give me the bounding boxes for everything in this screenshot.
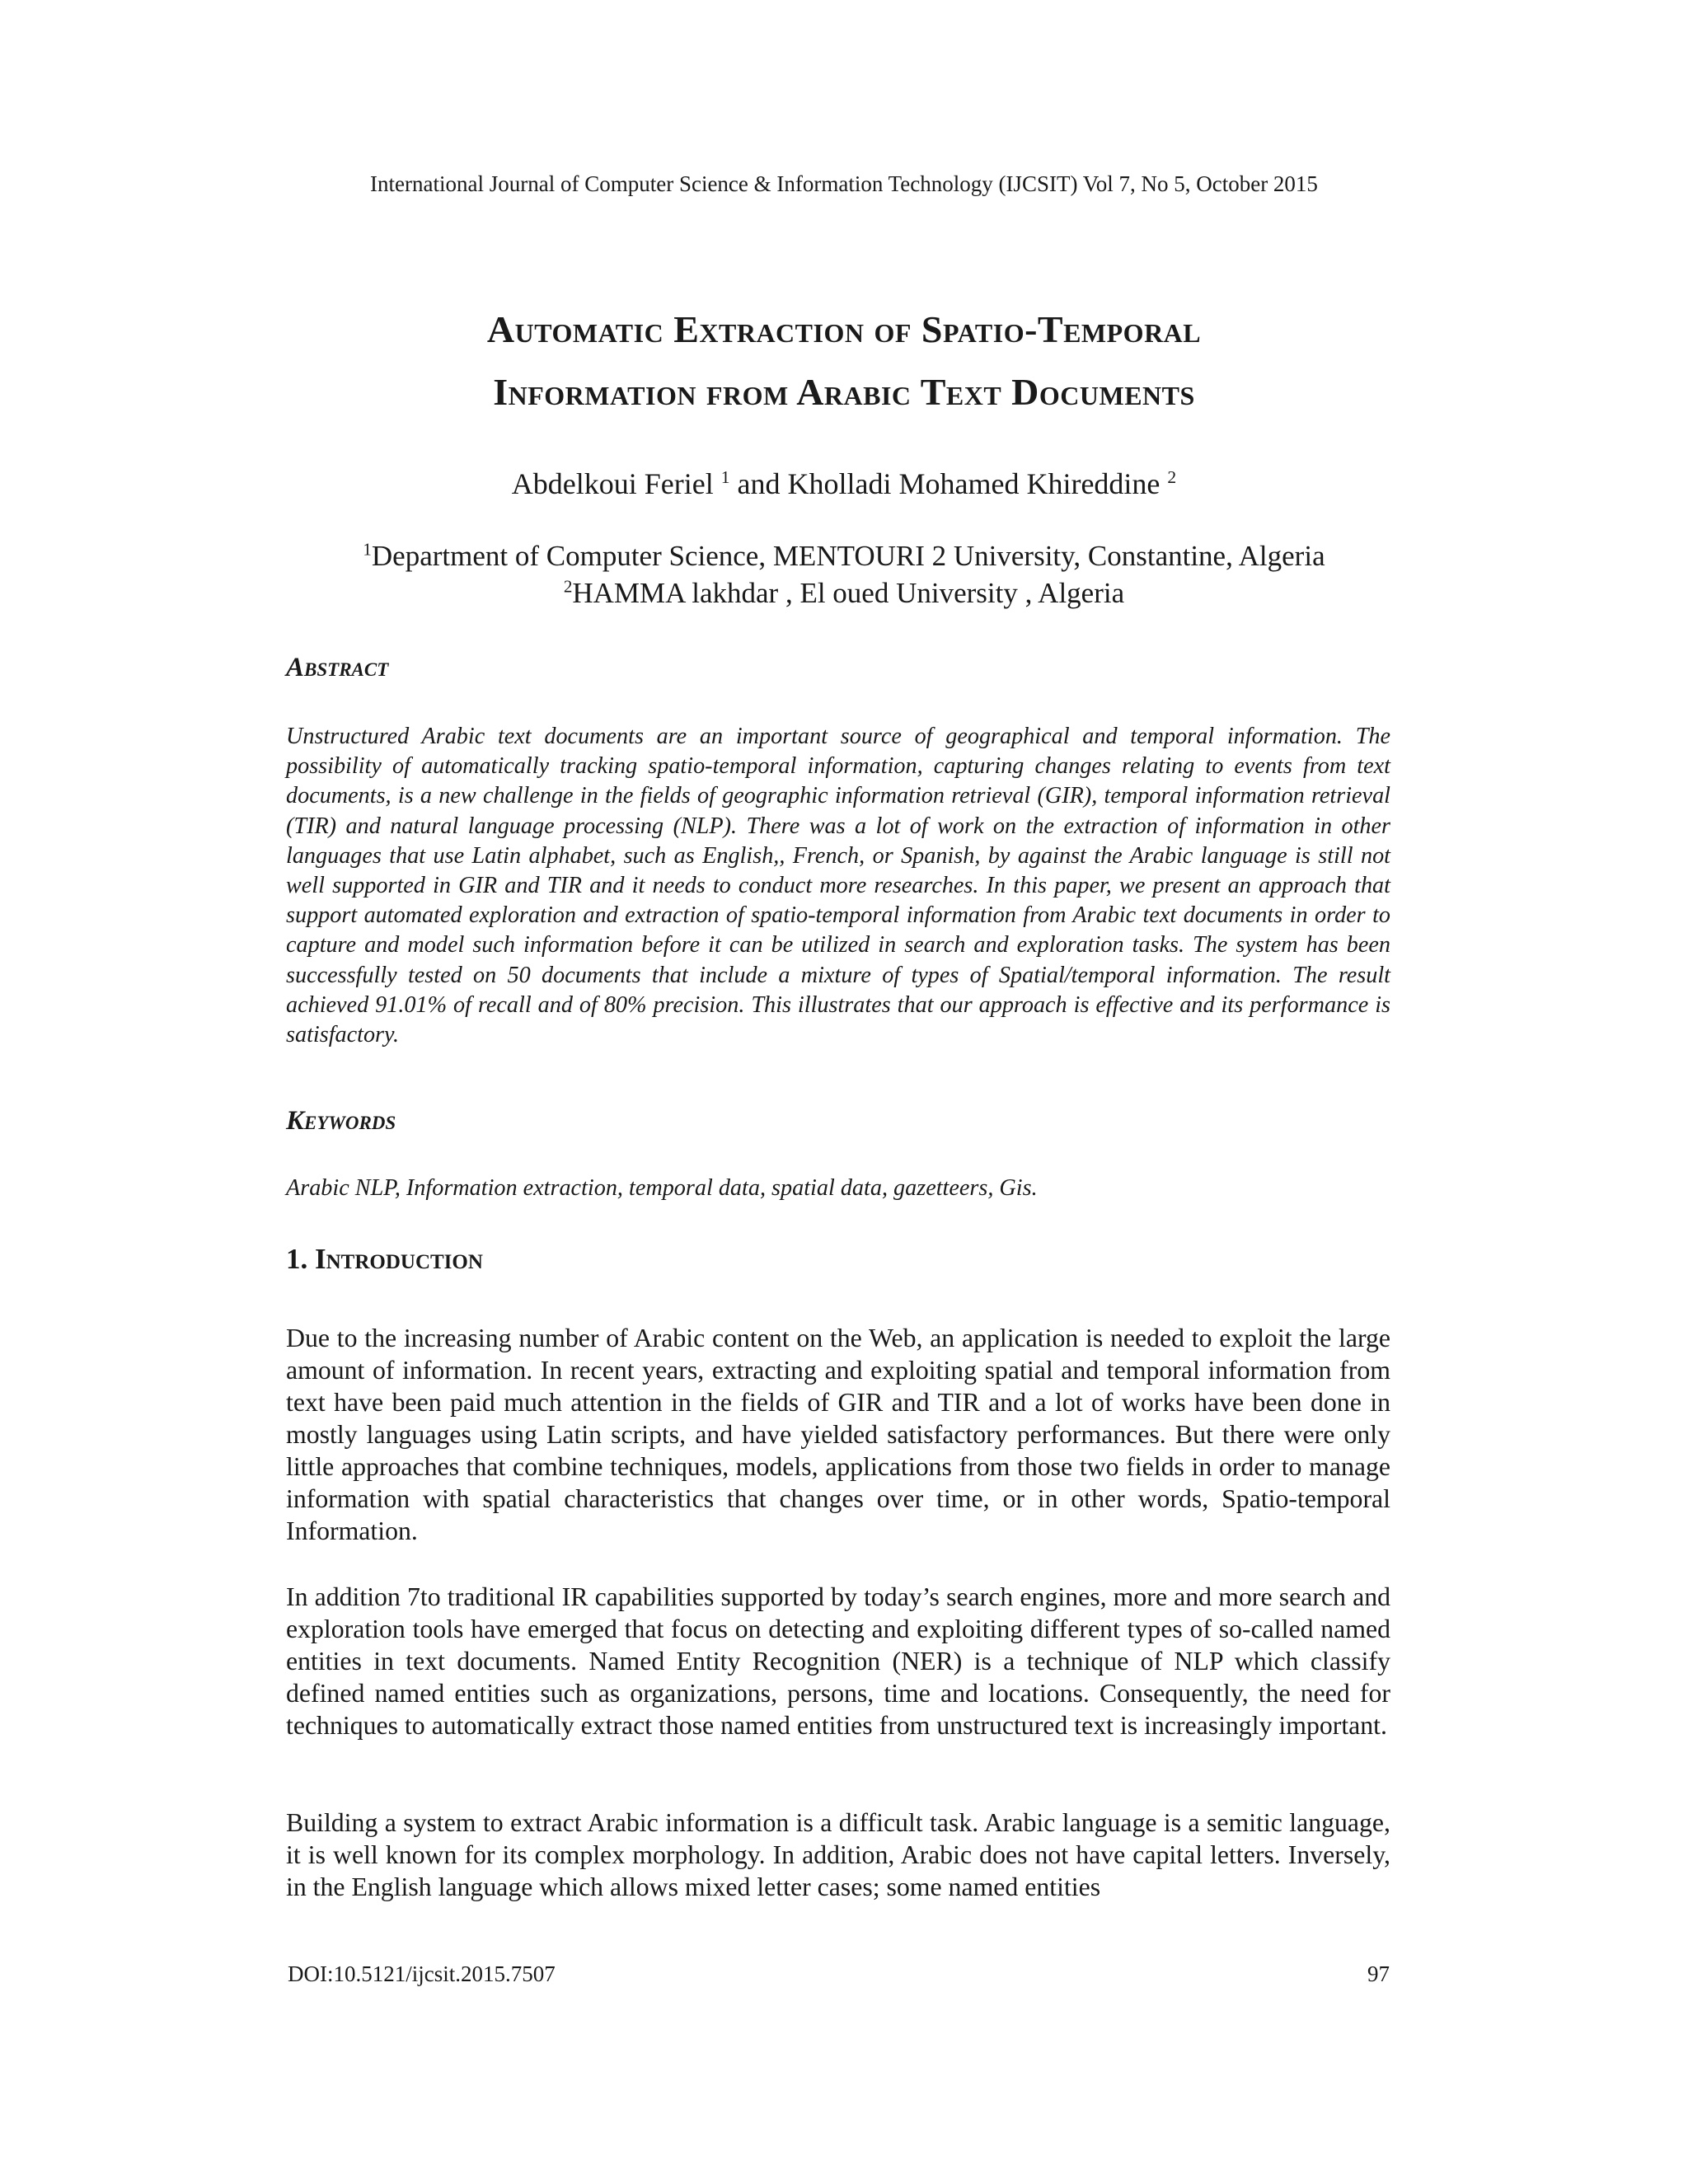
keywords-text: Arabic NLP, Information extraction, temporal data, spatial data, gazetteers, Gis.	[286, 1175, 1038, 1201]
affiliation-1	[0, 540, 1688, 573]
author-2-affiliation-mark: 2	[1167, 467, 1177, 487]
paper-title-line-1: Automatic Extraction of Spatio-Temporal	[486, 308, 1202, 350]
affiliation-2-mark: 2	[563, 576, 573, 597]
introduction-paragraph-1: Due to the increasing number of Arabic content on the Web, an application is needed to exploit the large amount of information. In recent years, extracting and exploiting spatial and temporal information from text have been paid much attention in the fields of GIR and TIR and a lot of works have been done in mostly languages using Latin scripts, and have yielded satisfactory performances. But there were only little approaches that combine techniques, models, applications from those two fields in order to manage information with spatial characteristics that changes over time, or in other words, Spatio-temporal Information.	[286, 1324, 1390, 1545]
introduction-paragraph-3: Building a system to extract Arabic information is a difficult task. Arabic language is a semitic language, it is well known for its complex morphology. In addition, Arabic does not have capital letters. Inversely, in the English language which allows mixed letter cases; some named entities	[286, 1808, 1390, 1901]
running-head: International Journal of Computer Science & Information Technology (IJCSIT) Vol 7, No 5, October 2015	[370, 171, 1318, 196]
author-1-affiliation-mark: 1	[720, 467, 730, 487]
footer-doi: DOI:10.5121/ijcsit.2015.7507	[288, 1961, 556, 1986]
author-list	[0, 466, 1688, 501]
introduction-paragraph-2: In addition 7to traditional IR capabilities supported by today’s search engines, more and more search and exploration tools have emerged that focus on detecting and exploiting different types of so-called named entities in text documents. Named Entity Recognition (NER) is a technique of NLP which classify defined named entities such as organizations, persons, time and locations. Consequently, the need for techniques to automatically extract those named entities from unstructured text is increasingly important.	[286, 1582, 1390, 1740]
author-2-name: Kholladi Mohamed Khireddine	[787, 467, 1160, 500]
affiliation-2	[0, 577, 1688, 610]
author-1-name: Abdelkoui Feriel	[511, 467, 714, 500]
introduction-heading: 1. Introduction	[286, 1243, 483, 1275]
page-number: 97	[1367, 1961, 1390, 1986]
keywords-heading: Keywords	[286, 1106, 396, 1136]
author-connector: and	[729, 467, 788, 500]
affiliation-1-mark: 1	[363, 539, 372, 560]
affiliation-1-text: Department of Computer Science, MENTOURI 2 University, Constantine, Algeria	[371, 540, 1325, 572]
paper-title	[0, 298, 1688, 424]
abstract-heading: Abstract	[286, 653, 389, 682]
abstract-text: Unstructured Arabic text documents are an important source of geographical and temporal information. The possibility of automatically tracking spatio-temporal information, capturing changes relating to events from text documents, is a new challenge in the fields of geographic information retrieval (GIR), temporal information retrieval (TIR) and natural language processing (NLP). There was a lot of work on the extraction of information in other languages that use Latin alphabet, such as English,, French, or Spanish, by against the Arabic language is still not well supported in GIR and TIR and it needs to conduct more researches. In this paper, we present an approach that support automated exploration and extraction of spatio-temporal information from Arabic text documents in order to capture and model such information before it can be utilized in search and exploration tasks. The system has been successfully tested on 50 documents that include a mixture of types of Spatial/temporal information. The result achieved 91.01% of recall and of 80% precision. This illustrates that our approach is effective and its performance is satisfactory.	[286, 724, 1390, 1048]
paper-title-line-2: Information from Arabic Text Documents	[493, 371, 1195, 413]
affiliation-2-text: HAMMA lakhdar , El oued University , Algeria	[572, 577, 1125, 609]
